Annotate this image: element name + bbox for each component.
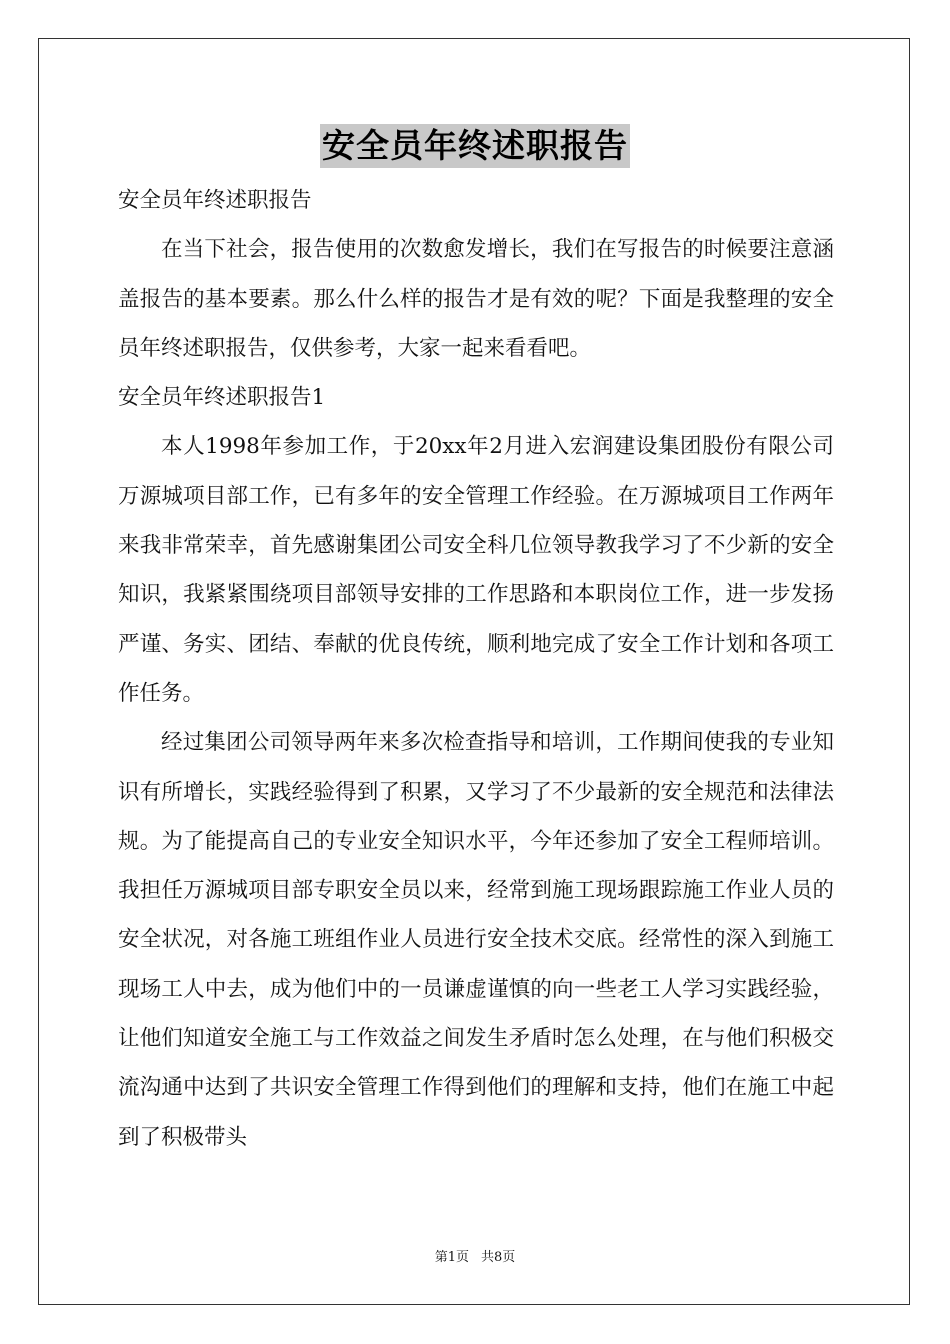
section-heading: 安全员年终述职报告1 xyxy=(118,385,326,411)
body-paragraph: 本人1998年参加工作，于20xx年2月进入宏润建设集团股份有限公司万源城项目部工作，已有多年的安全管理工作经验。在万源城项目工作两年来我非常荣幸，首先感谢集团公司安全科几位领导教我学习了不少新的安全知识，我紧紧围绕项目部领导安排的工作思路和本职岗位工作，进一步发扬严谨、务实、团结、奉献的优良传统，顺利地完成了安全工作计划和各项工作任务。 xyxy=(118,434,834,706)
title-container xyxy=(0,124,950,168)
body-paragraph: 经过集团公司领导两年来多次检查指导和培训，工作期间使我的专业知识有所增长，实践经验得到了积累，又学习了不少最新的安全规范和法律法规。为了能提高自己的专业安全知识水平，今年还参加了安全工程师培训。我担任万源城项目部专职安全员以来，经常到施工现场跟踪施工作业人员的安全状况，对各施工班组作业人员进行安全技术交底。经常性的深入到施工现场工人中去，成为他们中的一员谦虚谨慎的向一些老工人学习实践经验，让他们知道安全施工与工作效益之间发生矛盾时怎么处理，在与他们积极交流沟通中达到了共识安全管理工作得到他们的理解和支持，他们在施工中起到了积极带头 xyxy=(118,730,834,1150)
subtitle-paragraph: 安全员年终述职报告 xyxy=(118,188,312,213)
document-title: 安全员年终述职报告 xyxy=(320,124,630,168)
document-body xyxy=(118,176,834,1162)
intro-paragraph: 在当下社会，报告使用的次数愈发增长，我们在写报告的时候要注意涵盖报告的基本要素。那么什么样的报告才是有效的呢？下面是我整理的安全员年终述职报告，仅供参考，大家一起来看看吧。 xyxy=(118,237,834,361)
page-footer xyxy=(0,1246,950,1265)
page-total: 共8页 xyxy=(481,1250,516,1265)
page-number: 第1页 xyxy=(434,1250,469,1265)
